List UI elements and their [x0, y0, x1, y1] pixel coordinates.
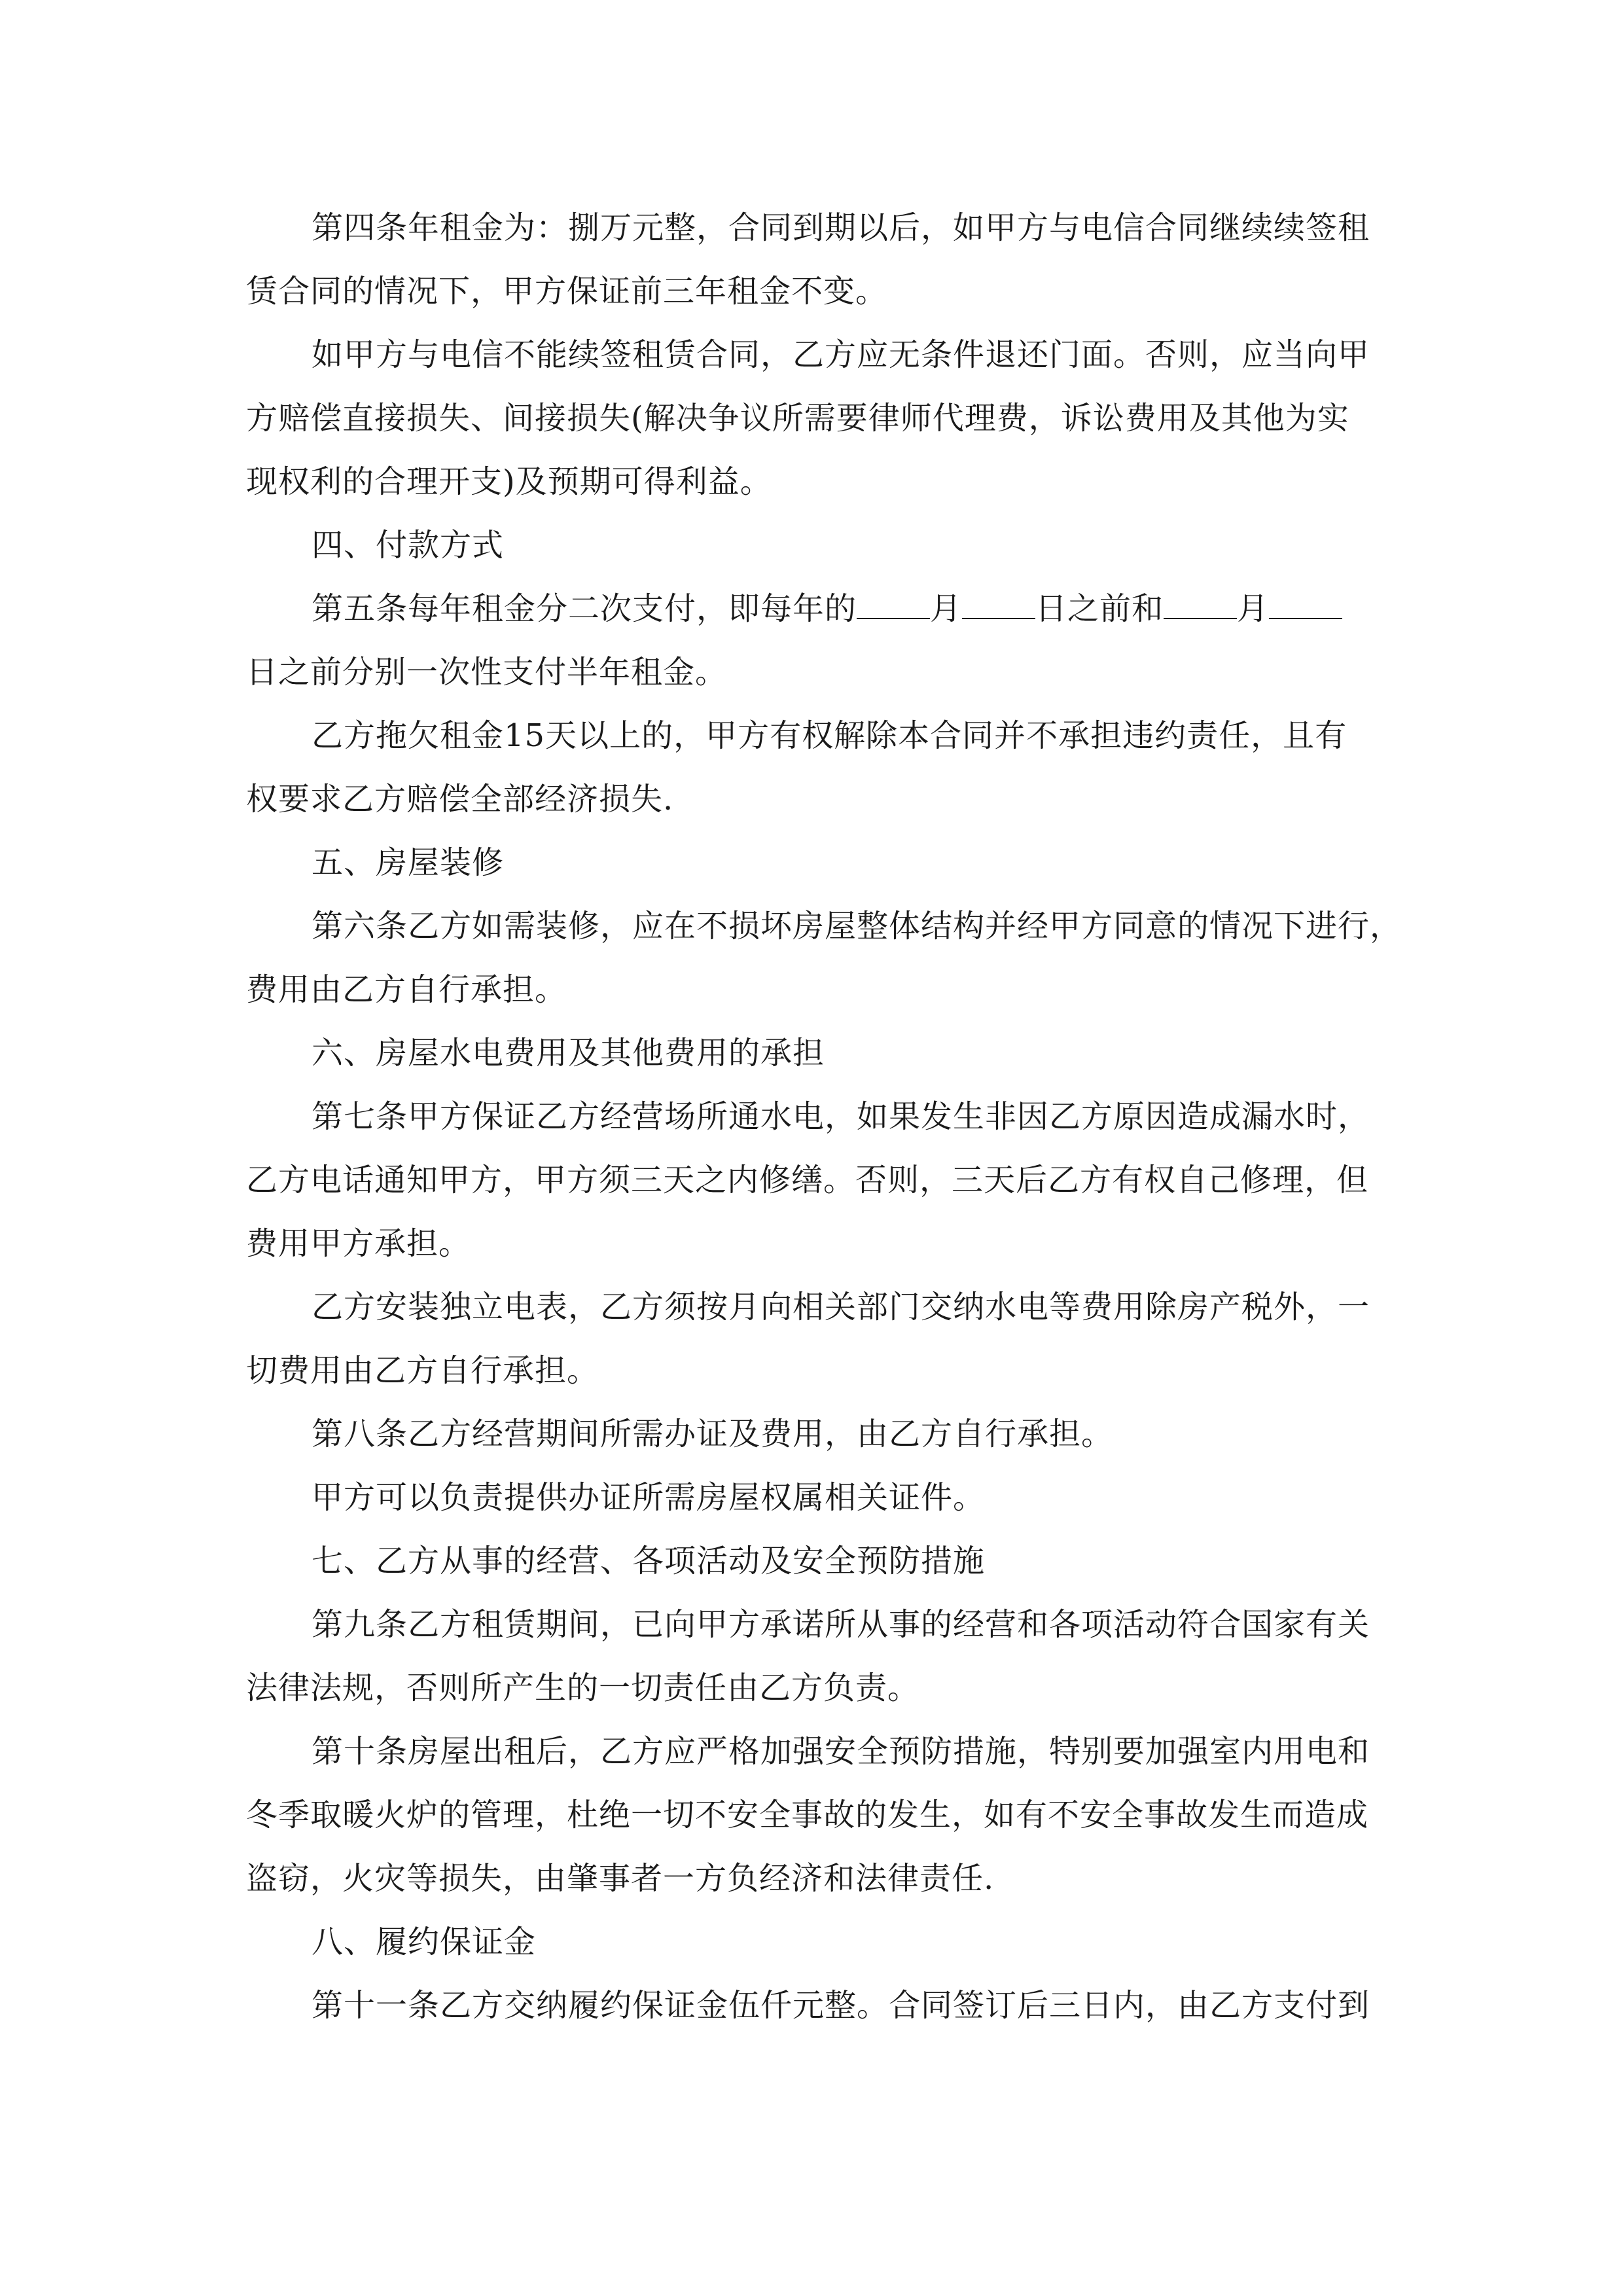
clause-7-para-2-line-2: 切费用由乙方自行承担。 — [246, 1352, 599, 1389]
section-heading-utilities: 六、房屋水电费用及其他费用的承担 — [312, 1035, 825, 1071]
clause-9-line-1: 第九条乙方租赁期间，已向甲方承诺所从事的经营和各项活动符合国家有关 — [312, 1606, 1370, 1643]
document-body — [246, 196, 1402, 2037]
clause-11-line-1: 第十一条乙方交纳履约保证金伍仟元整。合同签订后三日内，由乙方支付到 — [312, 1987, 1370, 2024]
clause-8-line-1: 第八条乙方经营期间所需办证及费用，由乙方自行承担。 — [312, 1416, 1114, 1452]
section-heading-renovation: 五、房屋装修 — [312, 844, 505, 881]
clause-10-line-3: 盗窃，火灾等损失，由肇事者一方负经济和法律责任. — [246, 1860, 995, 1897]
blank-field-month-2 — [1164, 592, 1237, 619]
clause-6-line-2: 费用由乙方自行承担。 — [246, 971, 567, 1008]
clause-10-line-2: 冬季取暖火炉的管理，杜绝一切不安全事故的发生，如有不安全事故发生而造成 — [246, 1797, 1369, 1833]
clause-5-para-2-line-1: 乙方拖欠租金15天以上的，甲方有权解除本合同并不承担违约责任，且有 — [312, 717, 1347, 754]
clause-10-line-1: 第十条房屋出租后，乙方应严格加强安全预防措施，特别要加强室内用电和 — [312, 1733, 1370, 1770]
clause-7-line-1: 第七条甲方保证乙方经营场所通水电，如果发生非因乙方原因造成漏水时， — [312, 1098, 1370, 1135]
blank-field-day-1 — [962, 592, 1035, 619]
clause-4-line-1: 第四条年租金为：捌万元整，合同到期以后，如甲方与电信合同继续续签租 — [312, 209, 1370, 246]
clause-5-text-d: 月 — [1237, 590, 1270, 627]
clause-8-para-2-line-1: 甲方可以负责提供办证所需房屋权属相关证件。 — [312, 1479, 986, 1516]
section-heading-deposit: 八、履约保证金 — [312, 1924, 537, 1960]
clause-5-para-2-line-2: 权要求乙方赔偿全部经济损失. — [246, 781, 674, 817]
clause-5-text-b: 月 — [930, 590, 963, 627]
clause-7-line-2: 乙方电话通知甲方，甲方须三天之内修缮。否则，三天后乙方有权自己修理，但 — [246, 1162, 1369, 1198]
clause-7-line-3: 费用甲方承担。 — [246, 1225, 471, 1262]
clause-7-para-2-line-1: 乙方安装独立电表，乙方须按月向相关部门交纳水电等费用除房产税外，一 — [312, 1289, 1370, 1325]
clause-4-para-2-line-2: 方赔偿直接损失、间接损失(解决争议所需要律师代理费，诉讼费用及其他为实 — [246, 400, 1349, 437]
clause-6-line-1: 第六条乙方如需装修，应在不损坏房屋整体结构并经甲方同意的情况下进行， — [312, 908, 1402, 944]
blank-field-month-1 — [857, 592, 930, 619]
blank-field-day-2 — [1269, 592, 1342, 619]
clause-4-para-2-line-3: 现权利的合理开支)及预期可得利益。 — [246, 463, 772, 500]
clause-9-line-2: 法律法规，否则所产生的一切责任由乙方负责。 — [246, 1670, 920, 1706]
clause-5-line-2: 日之前分别一次性支付半年租金。 — [246, 654, 728, 691]
clause-4-para-2-line-1: 如甲方与电信不能续签租赁合同，乙方应无条件退还门面。否则，应当向甲 — [312, 336, 1370, 373]
clause-5-text-a: 第五条每年租金分二次支付，即每年的 — [312, 590, 857, 627]
clause-4-line-2: 赁合同的情况下，甲方保证前三年租金不变。 — [246, 273, 888, 310]
clause-5-text-c: 日之前和 — [1035, 590, 1164, 627]
clause-5-line-1 — [246, 577, 1377, 641]
section-heading-payment: 四、付款方式 — [312, 527, 505, 564]
section-heading-business-safety: 七、乙方从事的经营、各项活动及安全预防措施 — [312, 1543, 986, 1579]
